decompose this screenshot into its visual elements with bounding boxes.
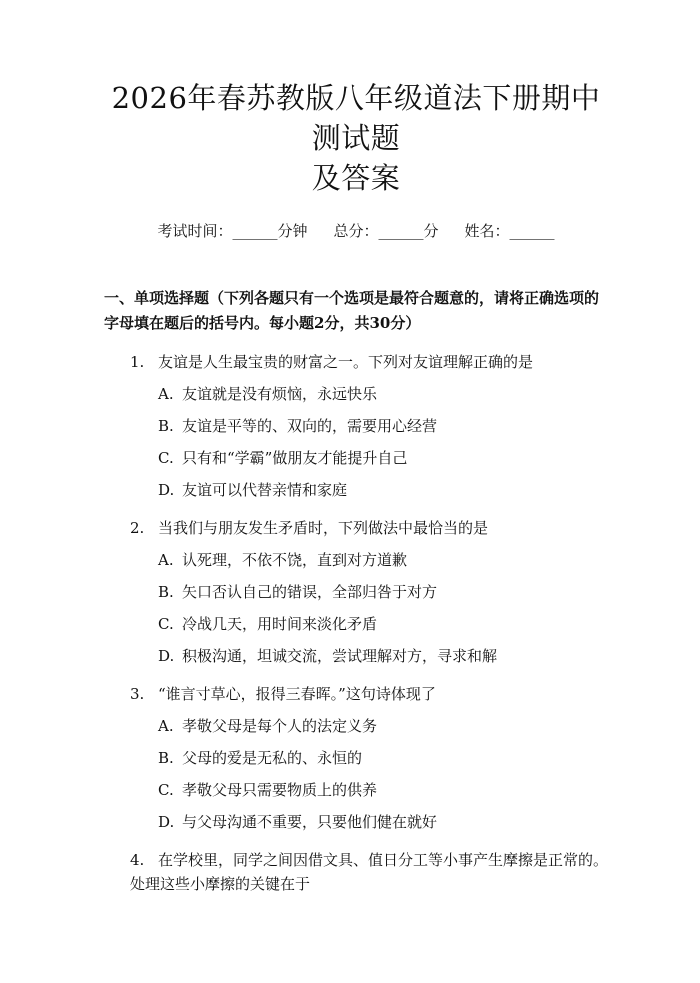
option-text: 积极沟通，坦诚交流，尝试理解对方，寻求和解 [182,647,498,665]
option-d [104,810,608,834]
option-text: 矢口否认自己的错误，全部归咎于对方 [182,583,438,601]
section-heading: 一、单项选择题（下列各题只有一个选项是最符合题意的，请将正确选项的字母填在题后的括号内。每小题2分，共30分） [104,289,600,332]
question-1 [104,350,608,374]
option-b [104,414,608,438]
option-text: 认死理，不依不饶，直到对方道歉 [182,551,408,569]
question-4 [104,848,608,896]
document-title [104,78,608,198]
option-letter: B. [158,417,174,435]
exam-info [104,220,608,242]
option-b [104,580,608,604]
option-letter: C. [158,781,174,799]
option-letter: A. [158,385,174,403]
option-letter: D. [158,813,175,831]
student-name: 姓名：______ [464,222,555,240]
document-page [0,78,700,983]
option-text: 孝敬父母只需要物质上的供养 [182,781,378,799]
option-text: 只有和“学霸”做朋友才能提升自己 [182,449,408,467]
question-number: 1. [130,353,145,371]
question-number: 2. [130,519,145,537]
option-text: 友谊可以代替亲情和家庭 [182,481,348,499]
option-d [104,478,608,502]
option-letter: C. [158,449,174,467]
option-text: 孝敬父母是每个人的法定义务 [182,717,378,735]
option-letter: A. [158,551,174,569]
option-text: 友谊就是没有烦恼，永远快乐 [182,385,378,403]
question-number: 3. [130,685,145,703]
question-number: 4. [130,851,145,869]
option-letter: C. [158,615,174,633]
question-stem: 当我们与朋友发生矛盾时，下列做法中最恰当的是 [158,519,489,537]
option-a [104,714,608,738]
option-c [104,612,608,636]
exam-time: 考试时间：______分钟 [157,222,308,240]
option-letter: D. [158,647,175,665]
question-2 [104,516,608,540]
option-c [104,446,608,470]
title-line-1: 2026年春苏教版八年级道法下册期中测试题 [111,81,601,155]
option-text: 冷战几天，用时间来淡化矛盾 [182,615,378,633]
option-letter: B. [158,583,174,601]
option-d [104,644,608,668]
option-c [104,778,608,802]
option-text: 友谊是平等的、双向的，需要用心经营 [182,417,438,435]
question-stem: “谁言寸草心，报得三春晖。”这句诗体现了 [158,685,436,703]
exam-score: 总分：______分 [333,222,439,240]
option-text: 与父母沟通不重要，只要他们健在就好 [182,813,438,831]
option-a [104,382,608,406]
option-b [104,746,608,770]
title-line-2: 及答案 [311,161,401,195]
option-a [104,548,608,572]
option-letter: A. [158,717,174,735]
option-letter: B. [158,749,174,767]
question-stem: 友谊是人生最宝贵的财富之一。下列对友谊理解正确的是 [158,353,534,371]
question-3 [104,682,608,706]
option-text: 父母的爱是无私的、永恒的 [182,749,363,767]
option-letter: D. [158,481,175,499]
question-stem: 在学校里，同学之间因借文具、值日分工等小事产生摩擦是正常的。处理这些小摩擦的关键在于 [130,851,609,893]
